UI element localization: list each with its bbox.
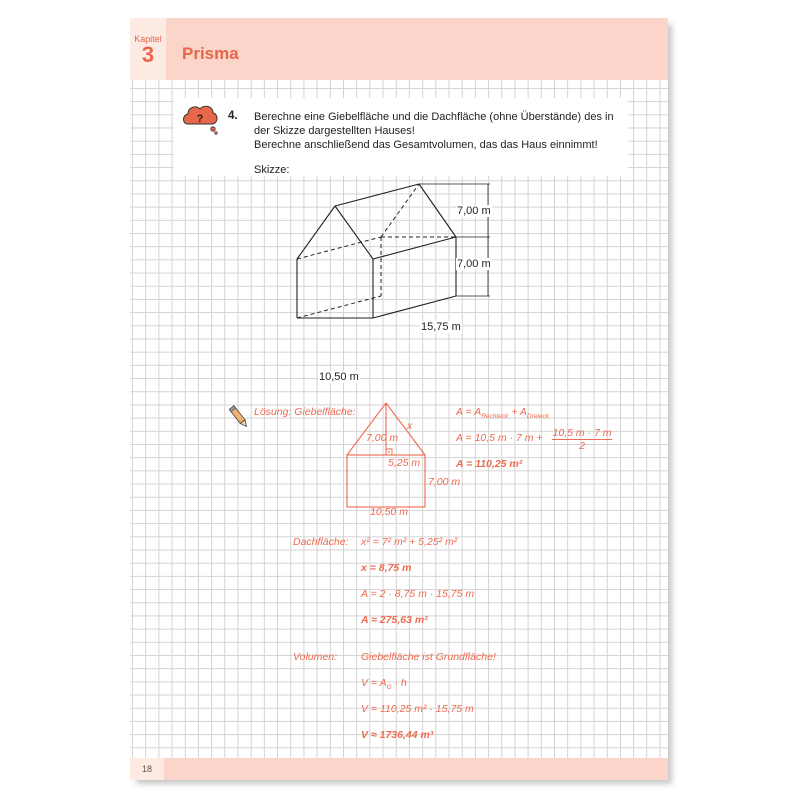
dim-length: 15,75 m bbox=[421, 321, 461, 333]
volume-result: V ≈ 1736,44 m³ bbox=[361, 729, 434, 741]
gable-dim-width: 10,50 m bbox=[370, 506, 408, 518]
page-number: 18 bbox=[130, 758, 164, 780]
roof-pythagoras: x² = 7² m² + 5,25² m² bbox=[361, 536, 458, 548]
gable-dim-half: 5,25 m bbox=[388, 457, 421, 469]
formula-fraction: 10,5 m · 7 m 2 bbox=[552, 427, 612, 452]
gable-roof-right bbox=[386, 403, 425, 455]
solution-label-volume: Volumen: bbox=[293, 651, 337, 663]
dim-wall-height: 7,00 m bbox=[457, 258, 491, 270]
gable-dim-height: 7,00 m bbox=[366, 432, 399, 444]
dim-roof-height: 7,00 m bbox=[457, 205, 491, 217]
chapter-label: Kapitel bbox=[134, 34, 162, 44]
volume-values: V = 110,25 m² · 15,75 m bbox=[361, 703, 474, 715]
solution-label-gable: Lösung: Giebelfläche: bbox=[254, 406, 356, 418]
task-line-1: Berechne eine Giebelfläche und die Dachfläche (ohne Überstände) des in der Skizze dargestellten Hauses! bbox=[254, 111, 614, 137]
worksheet-page bbox=[130, 18, 668, 780]
page-title: Prisma bbox=[182, 44, 239, 63]
formula-area-values: A = 10,5 m · 7 m + bbox=[456, 432, 543, 444]
task-line-2: Berechne anschließend das Gesamtvolumen, das das Haus einnimmt! bbox=[254, 139, 598, 151]
roof-x-result: x = 8,75 m bbox=[361, 562, 412, 574]
gable-dim-wall: 7,00 m bbox=[428, 476, 461, 488]
gable-roof-left bbox=[347, 403, 386, 455]
gable-drawing bbox=[130, 18, 668, 758]
footer-bar bbox=[164, 758, 668, 780]
solution-label-roof: Dachfläche: bbox=[293, 536, 349, 548]
formula-area-sum: $A = A_{Rechteck} + A_{Dreieck}$ bbox=[456, 406, 549, 421]
dim-width: 10,50 m bbox=[319, 371, 359, 383]
volume-note: Giebelfläche ist Grundfläche! bbox=[361, 651, 496, 663]
volume-formula: $V = A_G \cdot h$ bbox=[361, 677, 407, 692]
formula-area-result: A = 110,25 m² bbox=[456, 458, 523, 470]
chapter-number: 3 bbox=[141, 42, 155, 67]
roof-area-formula: A = 2 · 8,75 m · 15,75 m bbox=[361, 588, 475, 600]
sketch-label: Skizze: bbox=[254, 164, 290, 176]
gable-dim-x: x bbox=[407, 420, 413, 432]
roof-area-result: A ≈ 275,63 m² bbox=[361, 614, 428, 626]
task-number: 4. bbox=[228, 110, 238, 122]
svg-text:?: ? bbox=[196, 113, 204, 125]
